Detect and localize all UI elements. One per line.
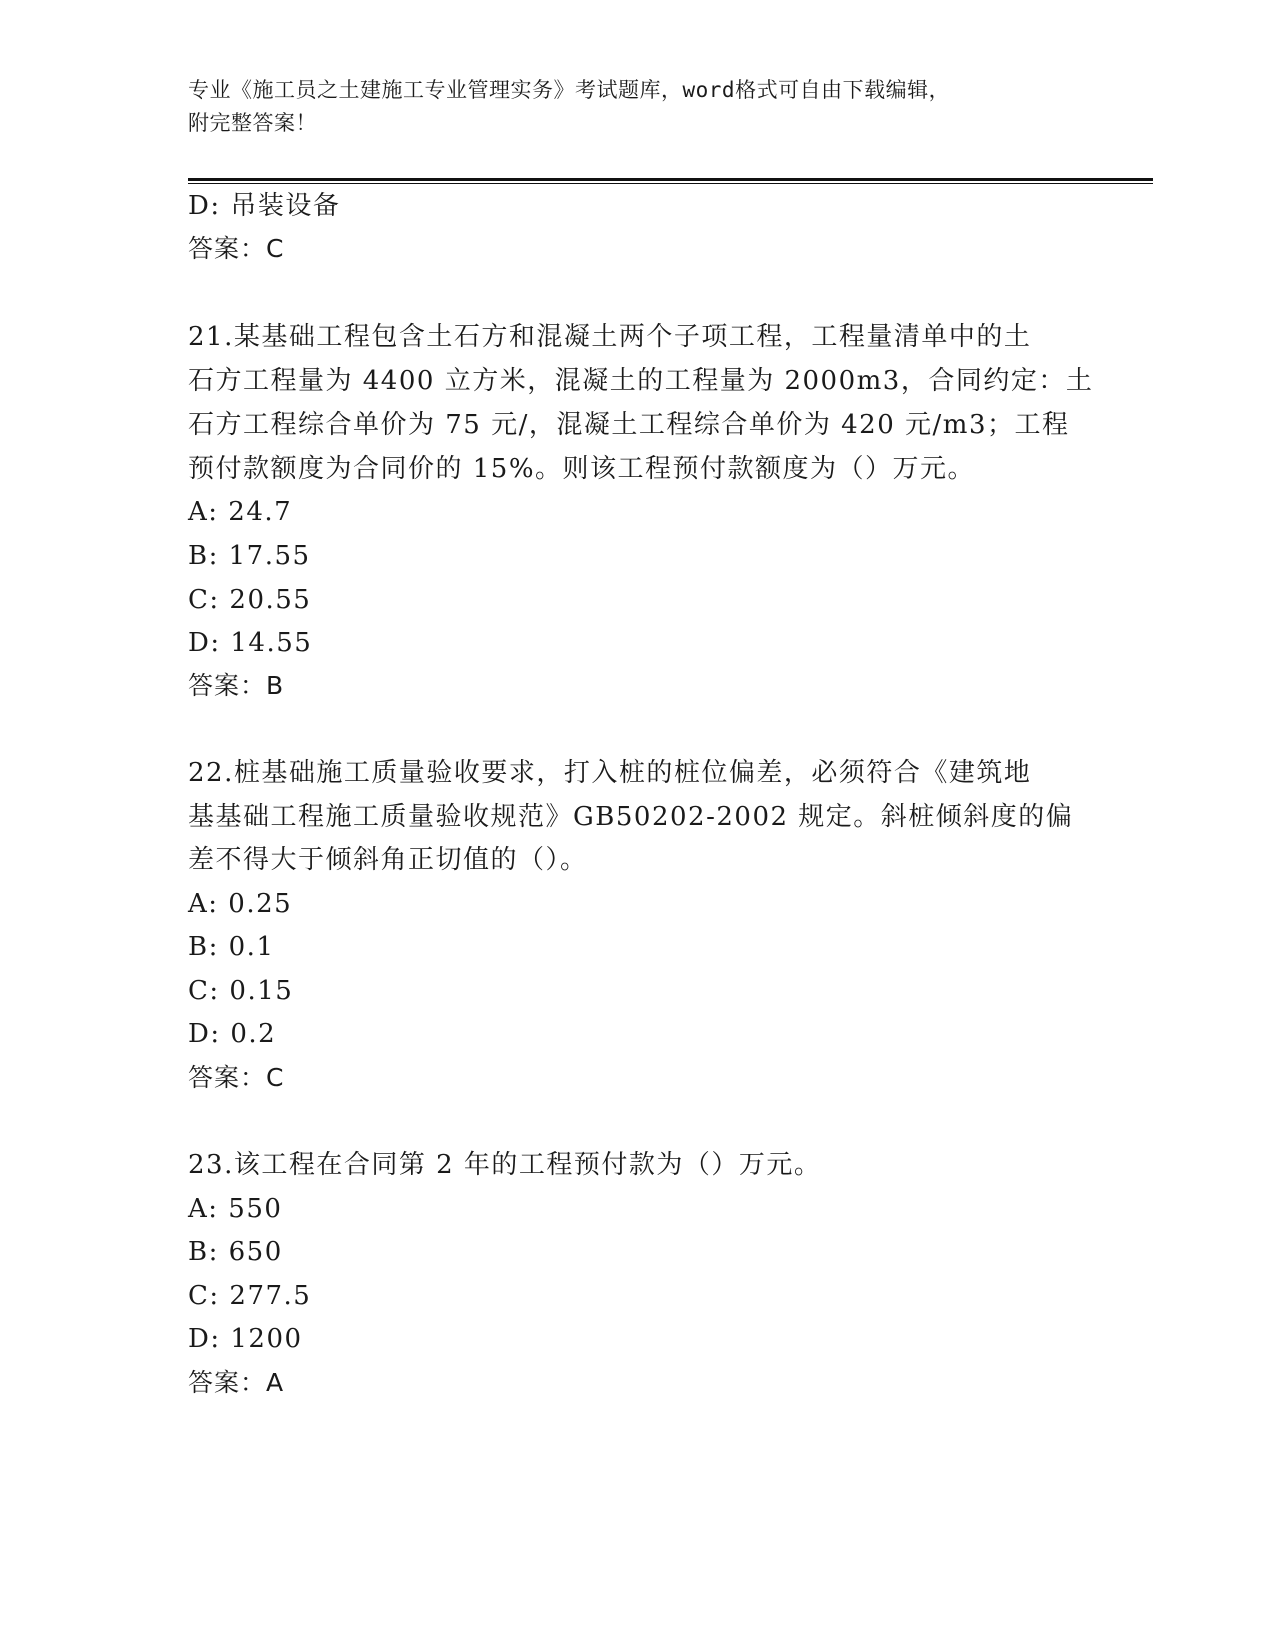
q23-option-a: A: 550 <box>188 1194 283 1224</box>
header-rule-thick <box>188 178 1153 181</box>
q21-text-line-1: 21.某基础工程包含土石方和混凝土两个子项工程，工程量清单中的土 <box>188 322 1032 352</box>
header-rule-thin <box>188 183 1153 184</box>
header-line-2: 附完整答案！ <box>188 111 317 135</box>
q21-option-a: A: 24.7 <box>188 497 293 527</box>
q22-option-a: A: 0.25 <box>188 889 293 919</box>
q23-text-line-1: 23.该工程在合同第 2 年的工程预付款为（）万元。 <box>188 1150 822 1180</box>
q23-option-c: C: 277.5 <box>188 1281 312 1311</box>
q21-option-d: D: 14.55 <box>188 628 313 658</box>
q23-option-b: B: 650 <box>188 1237 283 1267</box>
q23-answer: 答案：A <box>188 1368 285 1397</box>
q22-text-line-1: 22.桩基础施工质量验收要求，打入桩的桩位偏差，必须符合《建筑地 <box>188 758 1032 788</box>
q22-option-d: D: 0.2 <box>188 1019 277 1049</box>
q21-text-line-3: 石方工程综合单价为 75 元/，混凝土工程综合单价为 420 元/m3；工程 <box>188 410 1070 440</box>
q22-option-c: C: 0.15 <box>188 976 294 1006</box>
header-line-1: 专业《施工员之土建施工专业管理实务》考试题库，word格式可自由下载编辑， <box>188 78 951 102</box>
prev-answer: 答案：C <box>188 234 285 263</box>
q22-answer: 答案：C <box>188 1063 285 1092</box>
q21-text-line-2: 石方工程量为 4400 立方米，混凝土的工程量为 2000m3，合同约定：土 <box>188 366 1094 396</box>
q22-text-line-2: 基基础工程施工质量验收规范》GB50202-2002 规定。斜桩倾斜度的偏 <box>188 802 1074 832</box>
q21-option-b: B: 17.55 <box>188 541 311 571</box>
q23-option-d: D: 1200 <box>188 1324 303 1354</box>
q22-option-b: B: 0.1 <box>188 932 275 962</box>
q22-text-line-3: 差不得大于倾斜角正切值的（）。 <box>188 845 588 875</box>
q21-text-line-4: 预付款额度为合同价的 15%。则该工程预付款额度为（）万元。 <box>188 454 976 484</box>
document-header <box>188 74 1068 140</box>
q21-answer: 答案：B <box>188 671 285 700</box>
q21-option-c: C: 20.55 <box>188 585 312 615</box>
prev-option-d: D: 吊装设备 <box>188 191 341 221</box>
